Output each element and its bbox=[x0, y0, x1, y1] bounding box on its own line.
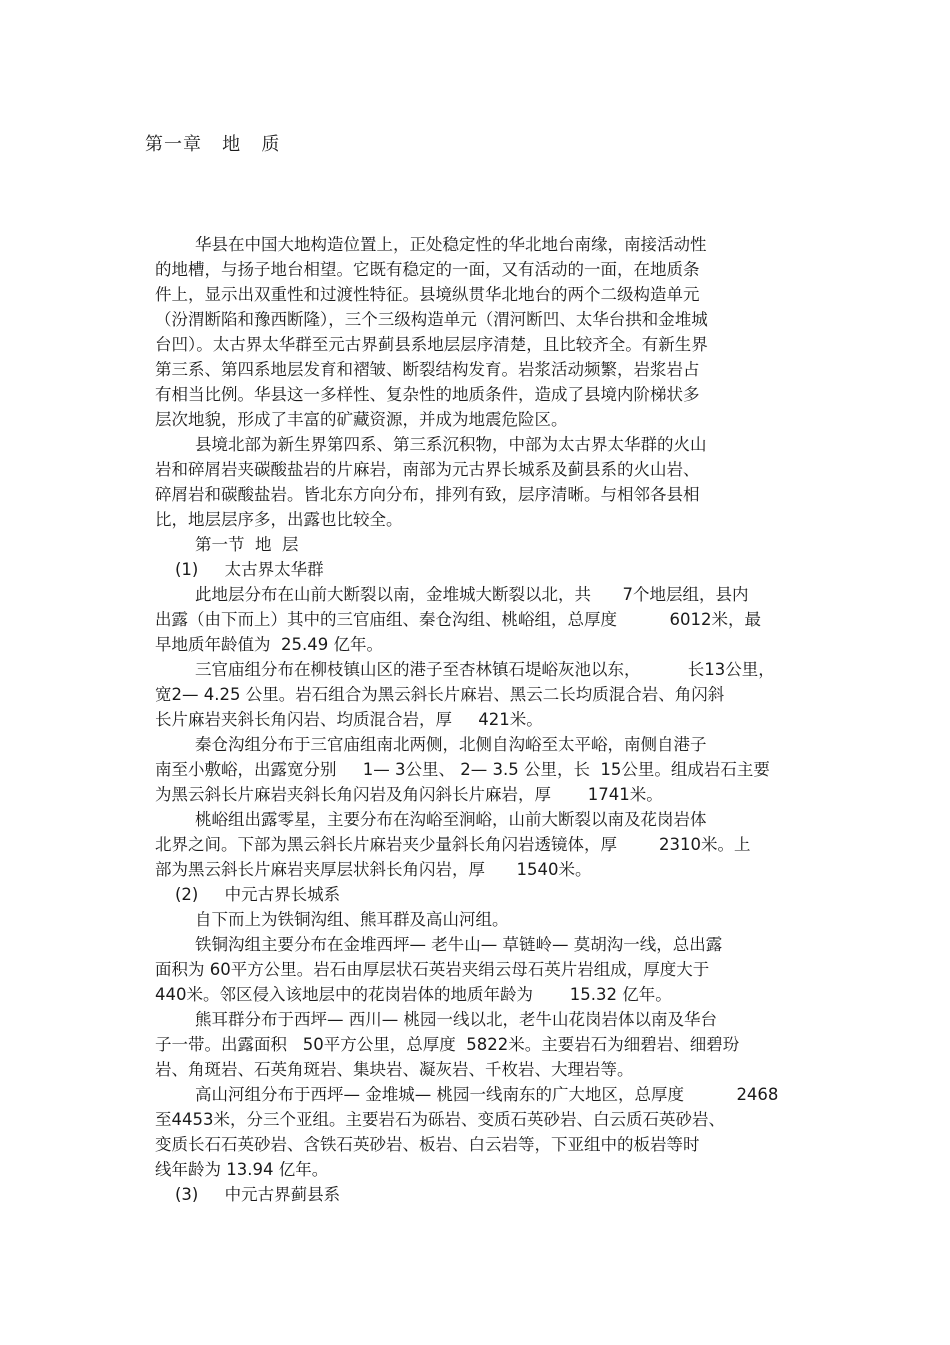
text-line: 至4453米，分三个亚组。主要岩石为砾岩、变质石英砂岩、白云质石英砂岩、 bbox=[155, 1110, 725, 1129]
text-line: 部为黑云斜长片麻岩夹厚层状斜长角闪岩，厚 1540米。 bbox=[155, 860, 592, 879]
text-line: 碎屑岩和碳酸盐岩。皆北东方向分布，排列有致，层序清晰。与相邻各县相 bbox=[155, 485, 700, 504]
text-line: (3) 中元古界蓟县系 bbox=[175, 1185, 341, 1204]
text-line: （汾渭断陷和豫西断隆），三个三级构造单元（渭河断凹、太华台拱和金堆城 bbox=[155, 310, 708, 329]
text-line: 为黑云斜长片麻岩夹斜长角闪岩及角闪斜长片麻岩，厚 1741米。 bbox=[155, 785, 663, 804]
text-line: 件上，显示出双重性和过渡性特征。县境纵贯华北地台的两个二级构造单元 bbox=[155, 285, 700, 304]
text-line: 自下而上为铁铜沟组、熊耳群及高山河组。 bbox=[195, 910, 509, 929]
text-line: 熊耳群分布于西坪— 西川— 桃园一线以北，老牛山花岗岩体以南及华台 bbox=[195, 1010, 717, 1029]
text-line: 秦仓沟组分布于三官庙组南北两侧，北侧自沟峪至太平峪，南侧自港子 bbox=[195, 735, 707, 754]
text-line: 高山河组分布于西坪— 金堆城— 桃园一线南东的广大地区，总厚度 2468 bbox=[195, 1085, 779, 1104]
text-line: (1) 太古界太华群 bbox=[175, 560, 324, 579]
text-line: 南至小敷峪，出露宽分别 1— 3公里、 2— 3.5 公里，长 15公里。组成岩石主要 bbox=[155, 760, 770, 779]
text-line: 岩和碎屑岩夹碳酸盐岩的片麻岩，南部为元古界长城系及蓟县系的火山岩、 bbox=[155, 460, 700, 479]
text-line: 此地层分布在山前大断裂以南，金堆城大断裂以北，共 7个地层组，县内 bbox=[195, 585, 749, 604]
text-line: 铁铜沟组主要分布在金堆西坪— 老牛山— 草链岭— 莫胡沟一线，总出露 bbox=[195, 935, 723, 954]
text-line: 县境北部为新生界第四系、第三系沉积物，中部为太古界太华群的火山 bbox=[195, 435, 707, 454]
text-line: 线年龄为 13.94 亿年。 bbox=[155, 1160, 329, 1179]
text-line: 长片麻岩夹斜长角闪岩、均质混合岩，厚 421米。 bbox=[155, 710, 543, 729]
text-line: 三官庙组分布在柳枝镇山区的港子至杏林镇石堤峪灰池以东， 长13公里， bbox=[195, 660, 775, 679]
text-line: 桃峪组出露零星，主要分布在沟峪至涧峪，山前大断裂以南及花岗岩体 bbox=[195, 810, 707, 829]
text-line: 华县在中国大地构造位置上，正处稳定性的华北地台南缘，南接活动性 bbox=[195, 235, 707, 254]
text-line: 面积为 60平方公里。岩石由厚层状石英岩夹绢云母石英片岩组成，厚度大于 bbox=[155, 960, 710, 979]
text-line: 早地质年龄值为 25.49 亿年。 bbox=[155, 635, 383, 654]
text-line: 台凹）。太古界太华群至元古界蓟县系地层层序清楚，且比较齐全。有新生界 bbox=[155, 335, 708, 354]
text-line: 子一带。出露面积 50平方公里，总厚度 5822米。主要岩石为细碧岩、细碧玢 bbox=[155, 1035, 740, 1054]
chapter-title: 第一章 地 质 bbox=[145, 134, 281, 155]
text-line: 宽2— 4.25 公里。岩石组合为黑云斜长片麻岩、黑云二长均质混合岩、角闪斜 bbox=[155, 685, 725, 704]
text-line: 第一节 地 层 bbox=[195, 535, 299, 554]
text-line: 的地槽，与扬子地台相望。它既有稳定的一面，又有活动的一面，在地质条 bbox=[155, 260, 700, 279]
text-line: 第三系、第四系地层发育和褶皱、断裂结构发育。岩浆活动频繁，岩浆岩占 bbox=[155, 360, 700, 379]
text-line: 变质长石石英砂岩、含铁石英砂岩、板岩、白云岩等，下亚组中的板岩等时 bbox=[155, 1135, 700, 1154]
text-line: 440米。邻区侵入该地层中的花岗岩体的地质年龄为 15.32 亿年。 bbox=[155, 985, 672, 1004]
text-line: 层次地貌，形成了丰富的矿藏资源，并成为地震危险区。 bbox=[155, 410, 568, 429]
text-line: 出露（由下而上）其中的三官庙组、秦仓沟组、桃峪组，总厚度 6012米，最 bbox=[155, 610, 761, 629]
text-line: 有相当比例。华县这一多样性、复杂性的地质条件，造成了县境内阶梯状多 bbox=[155, 385, 700, 404]
text-line: (2) 中元古界长城系 bbox=[175, 885, 341, 904]
text-line: 岩、角斑岩、石英角斑岩、集块岩、凝灰岩、千枚岩、大理岩等。 bbox=[155, 1060, 634, 1079]
text-line: 北界之间。下部为黑云斜长片麻岩夹少量斜长角闪岩透镜体，厚 2310米。上 bbox=[155, 835, 751, 854]
text-line: 比，地层层序多，出露也比较全。 bbox=[155, 510, 403, 529]
